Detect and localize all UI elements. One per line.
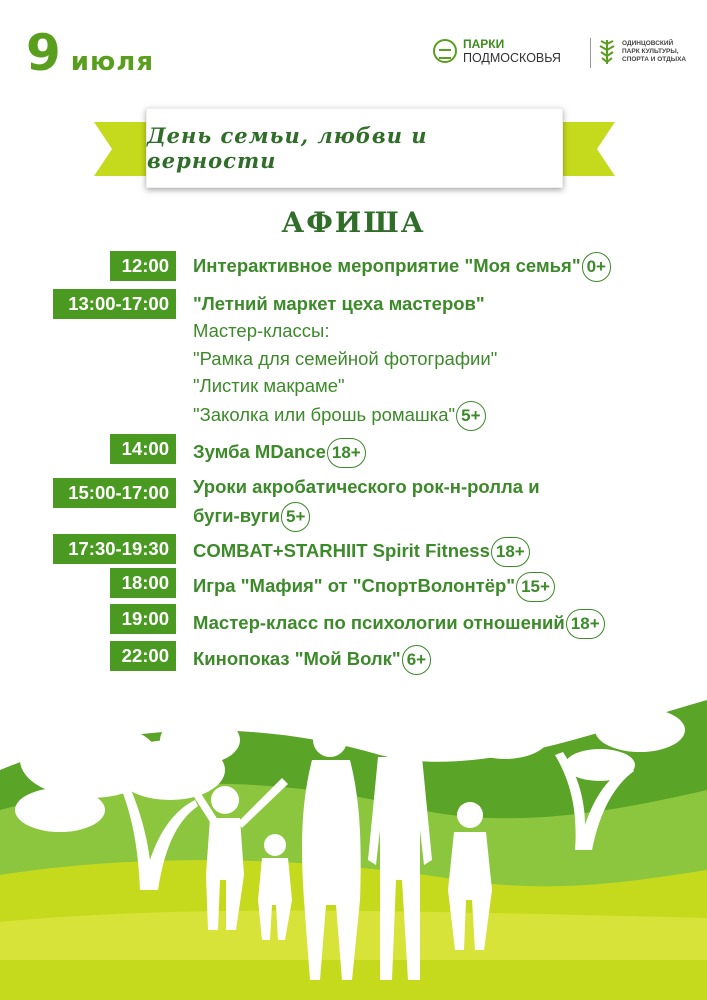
age-badge: 0+ (582, 252, 611, 282)
banner-title: День семьи, любви и верности (147, 123, 428, 173)
event-line: буги-вуги (193, 504, 280, 526)
logo-divider (590, 38, 591, 68)
event-title (193, 401, 486, 431)
odintsovo-logo-text: ОДИНЦОВСКИЙ ПАРК КУЛЬТУРЫ, СПОРТА И ОТДЫХА (622, 40, 687, 63)
parks-logo (433, 38, 561, 65)
event-time: 15:00-17:00 (53, 478, 176, 508)
event-line: Мастер-класс по психологии отношений (193, 611, 565, 633)
family-park-illustration (0, 660, 707, 1000)
date-month: июля (70, 47, 155, 77)
event-line: "Летний маркет цеха мастеров" (193, 293, 485, 314)
parks-logo-icon (433, 39, 457, 63)
event-line: Мастер-классы: (193, 320, 330, 341)
leaf-logo-icon (598, 38, 616, 66)
event-line: Интерактивное мероприятие "Моя семья" (193, 254, 581, 276)
parks-logo-line2: ПОДМОСКОВЬЯ (463, 51, 561, 65)
bottom-band (0, 960, 707, 1000)
title-banner (94, 108, 615, 190)
event-date (26, 24, 155, 82)
afisha-heading: АФИША (281, 206, 426, 239)
event-title (193, 502, 310, 532)
event-title (193, 537, 530, 567)
age-badge: 5+ (456, 401, 485, 431)
event-title (193, 609, 605, 639)
event-line: Кинопоказ "Мой Волк" (193, 647, 401, 669)
ribbon-right (555, 122, 615, 176)
event-line: Уроки акробатического рок-н-ролла и (193, 476, 540, 497)
age-badge: 18+ (491, 537, 530, 567)
age-badge: 18+ (566, 609, 605, 639)
event-time: 13:00-17:00 (53, 289, 176, 319)
age-badge: 6+ (402, 645, 431, 675)
event-line: COMBAT+STARHIIT Spirit Fitness (193, 539, 490, 561)
event-line: Зумба MDance (193, 440, 326, 462)
ribbon-left (94, 122, 154, 176)
age-badge: 15+ (516, 572, 555, 602)
age-badge: 18+ (327, 438, 366, 468)
parks-logo-line1: ПАРКИ (463, 37, 505, 51)
event-time: 12:00 (110, 251, 176, 281)
event-time: 14:00 (110, 434, 176, 464)
age-badge: 5+ (281, 502, 310, 532)
event-title (193, 572, 555, 602)
event-title (193, 252, 611, 282)
banner-card (146, 108, 563, 188)
odintsovo-park-logo (598, 38, 688, 66)
date-day: 9 (26, 24, 61, 82)
event-time: 17:30-19:30 (53, 534, 176, 564)
event-title (193, 438, 366, 468)
event-time: 22:00 (110, 641, 176, 671)
event-time: 18:00 (110, 568, 176, 598)
event-line: Игра "Мафия" от "СпортВолонтёр" (193, 574, 516, 596)
event-line: "Листик макраме" (193, 375, 345, 396)
event-time: 19:00 (110, 604, 176, 634)
event-line: "Заколка или брошь ромашка" (193, 403, 456, 425)
event-line: "Рамка для семейной фотографии" (193, 348, 498, 369)
